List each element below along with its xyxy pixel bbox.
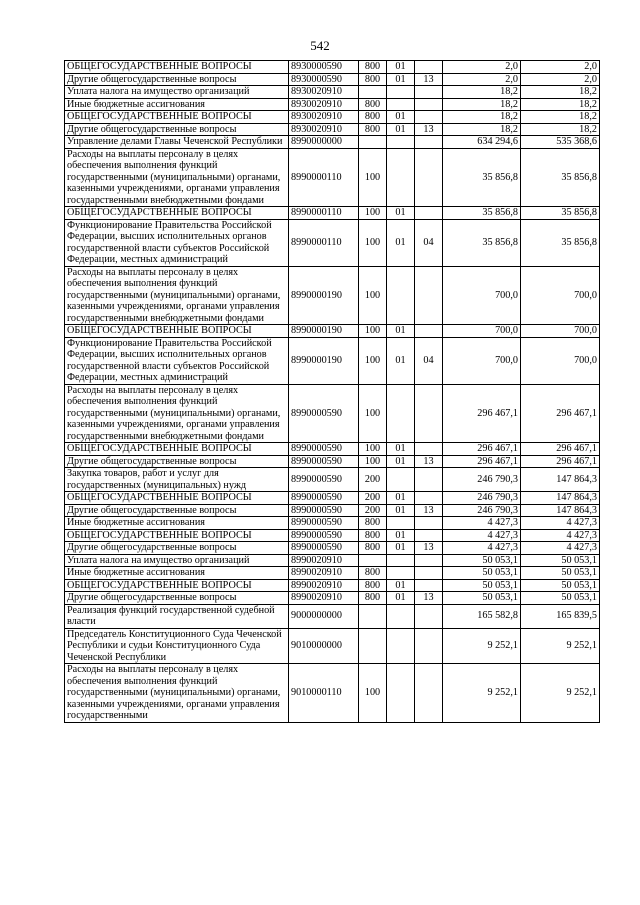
subsection [415, 207, 443, 220]
table-row [65, 504, 600, 517]
target-code: 8930000590 [289, 61, 359, 74]
subsection [415, 554, 443, 567]
subsection: 13 [415, 73, 443, 86]
row-name: Уплата налога на имущество организаций [65, 554, 289, 567]
section: 01 [387, 337, 415, 384]
row-name: ОБЩЕГОСУДАРСТВЕННЫЕ ВОПРОСЫ [65, 61, 289, 74]
expense-type: 800 [359, 529, 387, 542]
table-row [65, 567, 600, 580]
row-name: ОБЩЕГОСУДАРСТВЕННЫЕ ВОПРОСЫ [65, 111, 289, 124]
row-name: Расходы на выплаты персоналу в целях обеспечения выполнения функций государственными (муниципальными) органами, казенными учреждениями, органами управления государственными внебюджетными фондами [65, 266, 289, 325]
section [387, 86, 415, 99]
row-name: ОБЩЕГОСУДАРСТВЕННЫЕ ВОПРОСЫ [65, 443, 289, 456]
subsection [415, 468, 443, 492]
section: 01 [387, 579, 415, 592]
table-row [65, 579, 600, 592]
subsection [415, 579, 443, 592]
expense-type: 800 [359, 517, 387, 530]
amount-year-1: 50 053,1 [443, 554, 521, 567]
amount-year-2: 50 053,1 [521, 592, 600, 605]
target-code: 8930020910 [289, 98, 359, 111]
target-code: 8930020910 [289, 111, 359, 124]
amount-year-1: 700,0 [443, 337, 521, 384]
section: 01 [387, 61, 415, 74]
row-name: Другие общегосударственные вопросы [65, 123, 289, 136]
amount-year-2: 2,0 [521, 61, 600, 74]
expense-type [359, 554, 387, 567]
expense-type: 100 [359, 337, 387, 384]
table-row [65, 219, 600, 266]
amount-year-2: 4 427,3 [521, 529, 600, 542]
target-code: 8990000110 [289, 219, 359, 266]
amount-year-1: 2,0 [443, 61, 521, 74]
section: 01 [387, 111, 415, 124]
expense-type: 800 [359, 61, 387, 74]
subsection [415, 61, 443, 74]
amount-year-1: 700,0 [443, 266, 521, 325]
row-name: Функционирование Правительства Российской Федерации, высших исполнительных органов государственной власти субъектов Российской Федерации, местных администраций [65, 337, 289, 384]
table-row [65, 628, 600, 664]
target-code: 8990020910 [289, 592, 359, 605]
target-code: 8930020910 [289, 123, 359, 136]
amount-year-1: 4 427,3 [443, 517, 521, 530]
expense-type [359, 86, 387, 99]
section [387, 136, 415, 149]
target-code: 8990000590 [289, 455, 359, 468]
table-row [65, 455, 600, 468]
target-code: 9010000000 [289, 628, 359, 664]
amount-year-1: 4 427,3 [443, 542, 521, 555]
subsection [415, 604, 443, 628]
subsection: 04 [415, 337, 443, 384]
amount-year-2: 18,2 [521, 86, 600, 99]
target-code: 8990000590 [289, 443, 359, 456]
amount-year-1: 35 856,8 [443, 148, 521, 207]
target-code: 8930000590 [289, 73, 359, 86]
amount-year-2: 4 427,3 [521, 542, 600, 555]
amount-year-1: 246 790,3 [443, 492, 521, 505]
section [387, 517, 415, 530]
table-row [65, 384, 600, 443]
expense-type: 800 [359, 98, 387, 111]
target-code: 8990000590 [289, 542, 359, 555]
subsection [415, 567, 443, 580]
table-row [65, 73, 600, 86]
subsection [415, 492, 443, 505]
amount-year-1: 165 582,8 [443, 604, 521, 628]
target-code: 8990000000 [289, 136, 359, 149]
expense-type: 200 [359, 492, 387, 505]
target-code: 9010000110 [289, 664, 359, 723]
amount-year-2: 50 053,1 [521, 579, 600, 592]
subsection [415, 136, 443, 149]
target-code: 8990000590 [289, 517, 359, 530]
section [387, 266, 415, 325]
table-row [65, 592, 600, 605]
amount-year-2: 700,0 [521, 337, 600, 384]
expense-type: 100 [359, 207, 387, 220]
table-row [65, 604, 600, 628]
subsection: 13 [415, 592, 443, 605]
row-name: Расходы на выплаты персоналу в целях обеспечения выполнения функций государственными (муниципальными) органами, казенными учреждениями, органами управления государственными [65, 664, 289, 723]
row-name: Председатель Конституционного Суда Чеченской Республики и судьи Конституционного Суда Чеченской Республики [65, 628, 289, 664]
section: 01 [387, 542, 415, 555]
subsection: 13 [415, 455, 443, 468]
section: 01 [387, 325, 415, 338]
row-name: Закупка товаров, работ и услуг для государственных (муниципальных) нужд [65, 468, 289, 492]
amount-year-1: 50 053,1 [443, 567, 521, 580]
subsection [415, 111, 443, 124]
table-row [65, 98, 600, 111]
expense-type: 100 [359, 443, 387, 456]
section [387, 148, 415, 207]
subsection [415, 529, 443, 542]
amount-year-2: 50 053,1 [521, 567, 600, 580]
subsection [415, 664, 443, 723]
subsection [415, 443, 443, 456]
row-name: ОБЩЕГОСУДАРСТВЕННЫЕ ВОПРОСЫ [65, 579, 289, 592]
target-code: 8990000110 [289, 207, 359, 220]
table-row [65, 492, 600, 505]
expense-type: 100 [359, 664, 387, 723]
row-name: Другие общегосударственные вопросы [65, 73, 289, 86]
row-name: Другие общегосударственные вопросы [65, 542, 289, 555]
table-row [65, 529, 600, 542]
subsection [415, 384, 443, 443]
section: 01 [387, 73, 415, 86]
target-code: 8990000110 [289, 148, 359, 207]
target-code: 8930020910 [289, 86, 359, 99]
row-name: Другие общегосударственные вопросы [65, 504, 289, 517]
section [387, 628, 415, 664]
row-name: Управление делами Главы Чеченской Республики [65, 136, 289, 149]
section [387, 384, 415, 443]
table-row [65, 266, 600, 325]
subsection [415, 325, 443, 338]
table-row [65, 664, 600, 723]
target-code: 8990000190 [289, 337, 359, 384]
expense-type: 100 [359, 266, 387, 325]
table-row [65, 148, 600, 207]
subsection: 13 [415, 542, 443, 555]
expense-type: 100 [359, 148, 387, 207]
amount-year-1: 296 467,1 [443, 455, 521, 468]
table-row [65, 207, 600, 220]
amount-year-2: 35 856,8 [521, 219, 600, 266]
table-row [65, 86, 600, 99]
amount-year-2: 50 053,1 [521, 554, 600, 567]
expense-type: 800 [359, 73, 387, 86]
amount-year-2: 700,0 [521, 266, 600, 325]
amount-year-1: 9 252,1 [443, 664, 521, 723]
subsection [415, 266, 443, 325]
amount-year-2: 18,2 [521, 123, 600, 136]
amount-year-1: 296 467,1 [443, 384, 521, 443]
subsection: 13 [415, 123, 443, 136]
subsection [415, 628, 443, 664]
section: 01 [387, 592, 415, 605]
table-row [65, 111, 600, 124]
section: 01 [387, 207, 415, 220]
section: 01 [387, 529, 415, 542]
expense-type: 800 [359, 542, 387, 555]
expense-type [359, 628, 387, 664]
table-row [65, 443, 600, 456]
amount-year-2: 296 467,1 [521, 455, 600, 468]
expense-type: 100 [359, 455, 387, 468]
section: 01 [387, 492, 415, 505]
expense-type: 800 [359, 579, 387, 592]
amount-year-2: 147 864,3 [521, 492, 600, 505]
table-row [65, 468, 600, 492]
target-code: 8990000590 [289, 492, 359, 505]
amount-year-2: 18,2 [521, 111, 600, 124]
page-number: 542 [310, 38, 330, 53]
amount-year-1: 18,2 [443, 123, 521, 136]
amount-year-1: 50 053,1 [443, 592, 521, 605]
amount-year-2: 147 864,3 [521, 468, 600, 492]
section: 01 [387, 504, 415, 517]
row-name: Расходы на выплаты персоналу в целях обеспечения выполнения функций государственными (муниципальными) органами, казенными учреждениями, органами управления государственными внебюджетными фондами [65, 384, 289, 443]
amount-year-2: 4 427,3 [521, 517, 600, 530]
subsection [415, 148, 443, 207]
row-name: ОБЩЕГОСУДАРСТВЕННЫЕ ВОПРОСЫ [65, 529, 289, 542]
expense-type: 100 [359, 219, 387, 266]
target-code: 8990000590 [289, 468, 359, 492]
table-row [65, 61, 600, 74]
table-row [65, 325, 600, 338]
subsection [415, 98, 443, 111]
amount-year-1: 9 252,1 [443, 628, 521, 664]
expense-type: 100 [359, 384, 387, 443]
row-name: Функционирование Правительства Российской Федерации, высших исполнительных органов государственной власти субъектов Российской Федерации, местных администраций [65, 219, 289, 266]
target-code: 8990000590 [289, 384, 359, 443]
row-name: ОБЩЕГОСУДАРСТВЕННЫЕ ВОПРОСЫ [65, 207, 289, 220]
amount-year-1: 2,0 [443, 73, 521, 86]
section: 01 [387, 123, 415, 136]
table-row [65, 136, 600, 149]
target-code: 8990020910 [289, 554, 359, 567]
section [387, 664, 415, 723]
expense-type: 200 [359, 468, 387, 492]
target-code: 8990000590 [289, 529, 359, 542]
row-name: Уплата налога на имущество организаций [65, 86, 289, 99]
target-code: 8990000190 [289, 325, 359, 338]
subsection [415, 86, 443, 99]
table-row [65, 123, 600, 136]
expense-type: 100 [359, 325, 387, 338]
section: 01 [387, 443, 415, 456]
target-code: 8990000190 [289, 266, 359, 325]
row-name: Реализация функций государственной судебной власти [65, 604, 289, 628]
section [387, 567, 415, 580]
amount-year-2: 147 864,3 [521, 504, 600, 517]
amount-year-1: 246 790,3 [443, 468, 521, 492]
amount-year-1: 18,2 [443, 98, 521, 111]
expense-type: 800 [359, 111, 387, 124]
amount-year-2: 9 252,1 [521, 664, 600, 723]
amount-year-1: 296 467,1 [443, 443, 521, 456]
amount-year-1: 18,2 [443, 86, 521, 99]
section [387, 604, 415, 628]
target-code: 9000000000 [289, 604, 359, 628]
row-name: Иные бюджетные ассигнования [65, 98, 289, 111]
subsection: 13 [415, 504, 443, 517]
amount-year-2: 9 252,1 [521, 628, 600, 664]
budget-table [64, 60, 600, 723]
amount-year-2: 2,0 [521, 73, 600, 86]
section: 01 [387, 455, 415, 468]
table-row [65, 542, 600, 555]
amount-year-2: 35 856,8 [521, 207, 600, 220]
amount-year-1: 18,2 [443, 111, 521, 124]
amount-year-1: 35 856,8 [443, 207, 521, 220]
target-code: 8990020910 [289, 579, 359, 592]
table-row [65, 337, 600, 384]
row-name: ОБЩЕГОСУДАРСТВЕННЫЕ ВОПРОСЫ [65, 492, 289, 505]
row-name: Другие общегосударственные вопросы [65, 455, 289, 468]
amount-year-2: 535 368,6 [521, 136, 600, 149]
table-row [65, 517, 600, 530]
expense-type: 800 [359, 123, 387, 136]
amount-year-1: 35 856,8 [443, 219, 521, 266]
row-name: Другие общегосударственные вопросы [65, 592, 289, 605]
amount-year-1: 50 053,1 [443, 579, 521, 592]
section [387, 468, 415, 492]
amount-year-1: 246 790,3 [443, 504, 521, 517]
expense-type [359, 604, 387, 628]
amount-year-2: 296 467,1 [521, 384, 600, 443]
row-name: Иные бюджетные ассигнования [65, 567, 289, 580]
expense-type: 800 [359, 592, 387, 605]
amount-year-2: 18,2 [521, 98, 600, 111]
amount-year-2: 165 839,5 [521, 604, 600, 628]
expense-type [359, 136, 387, 149]
expense-type: 800 [359, 567, 387, 580]
amount-year-1: 700,0 [443, 325, 521, 338]
amount-year-2: 700,0 [521, 325, 600, 338]
expense-type: 200 [359, 504, 387, 517]
amount-year-1: 4 427,3 [443, 529, 521, 542]
target-code: 8990020910 [289, 567, 359, 580]
amount-year-2: 296 467,1 [521, 443, 600, 456]
row-name: Расходы на выплаты персоналу в целях обеспечения выполнения функций государственными (муниципальными) органами, казенными учреждениями, органами управления государственными внебюджетными фондами [65, 148, 289, 207]
target-code: 8990000590 [289, 504, 359, 517]
section [387, 554, 415, 567]
subsection [415, 517, 443, 530]
row-name: ОБЩЕГОСУДАРСТВЕННЫЕ ВОПРОСЫ [65, 325, 289, 338]
table-row [65, 554, 600, 567]
row-name: Иные бюджетные ассигнования [65, 517, 289, 530]
section: 01 [387, 219, 415, 266]
section [387, 98, 415, 111]
amount-year-2: 35 856,8 [521, 148, 600, 207]
amount-year-1: 634 294,6 [443, 136, 521, 149]
subsection: 04 [415, 219, 443, 266]
